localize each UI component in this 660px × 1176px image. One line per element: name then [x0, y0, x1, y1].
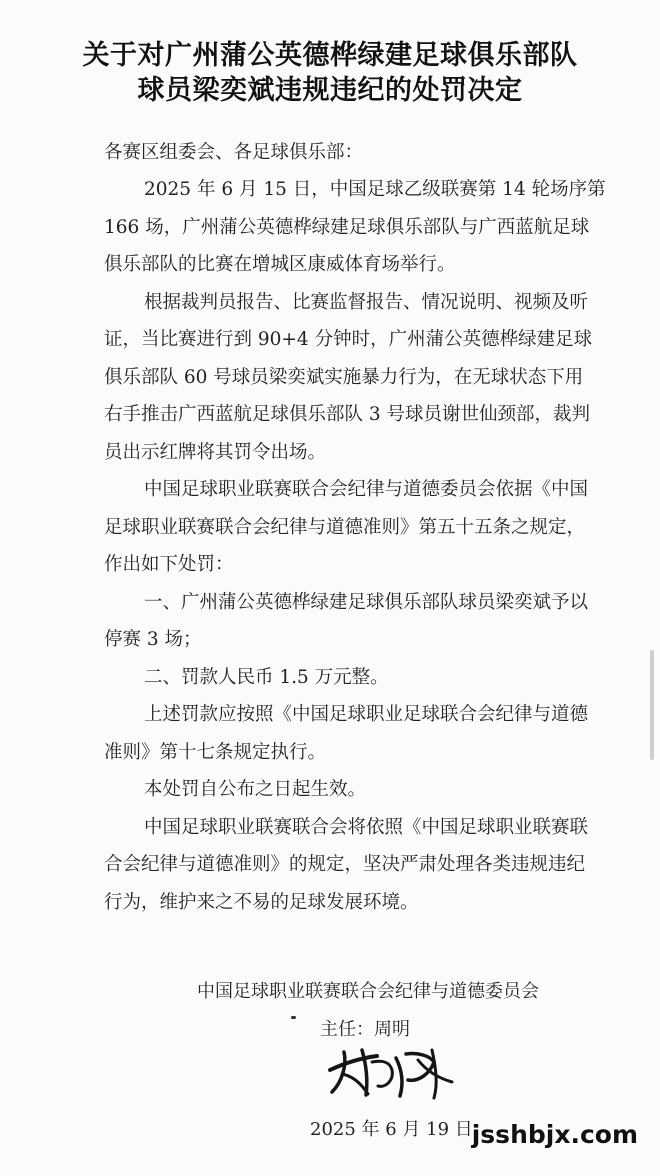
paragraph-2-line-1: 根据裁判员报告、比赛监督报告、情况说明、视频及听 [144, 292, 589, 313]
scrollbar[interactable] [650, 650, 654, 760]
paragraph-1-line-1: 2025 年 6 月 15 日，中国足球乙级联赛第 14 轮场序第 [144, 179, 606, 200]
issue-date: 2025 年 6 月 19 日 [310, 1119, 473, 1140]
penalty-2: 二、罚款人民币 1.5 万元整。 [144, 667, 389, 688]
director-line: 主任：周明 [320, 1019, 410, 1040]
handwritten-signature [322, 1040, 462, 1100]
paragraph-8-line-1: 中国足球职业联赛联合会将依照《中国足球职业联赛联 [144, 817, 589, 838]
effective-statement: 本处罚自公布之日起生效。 [144, 779, 367, 800]
document-title-line-1: 关于对广州蒲公英德桦绿建足球俱乐部队 [82, 40, 578, 71]
document-title-line-2: 球员梁奕斌违规违纪的处罚决定 [137, 75, 523, 106]
paragraph-6-line-1: 上述罚款应按照《中国足球职业足球联合会纪律与道德 [144, 704, 589, 725]
paragraph-1-line-3: 俱乐部队的比赛在增城区康威体育场举行。 [104, 254, 456, 275]
paragraph-8-line-2: 合会纪律与道德准则》的规定，坚决严肃处理各类违规违纪 [104, 854, 586, 875]
site-watermark: jsshbjx.com [471, 1120, 638, 1149]
paragraph-2-line-4: 右手推击广西蓝航足球俱乐部队 3 号球员谢世仙颈部，裁判 [104, 404, 591, 425]
ink-dot [291, 1016, 296, 1019]
paragraph-2-line-2: 证，当比赛进行到 90+4 分钟时，广州蒲公英德桦绿建足球 [104, 329, 593, 350]
paragraph-1-line-2: 166 场，广州蒲公英德桦绿建足球俱乐部队与广西蓝航足球 [104, 217, 590, 238]
committee-name: 中国足球职业联赛联合会纪律与道德委员会 [197, 981, 539, 1002]
paragraph-8-line-3: 行为，维护来之不易的足球发展环境。 [104, 892, 419, 913]
paragraph-6-line-2: 准则》第十七条规定执行。 [104, 742, 327, 763]
paragraph-2-line-3: 俱乐部队 60 号球员梁奕斌实施暴力行为，在无球状态下用 [104, 367, 584, 388]
paragraph-3-line-2: 足球职业联赛联合会纪律与道德准则》第五十五条之规定， [104, 517, 586, 538]
paragraph-3-line-3: 作出如下处罚： [104, 554, 234, 575]
penalty-1-line-1: 一、广州蒲公英德桦绿建足球俱乐部队球员梁奕斌予以 [144, 592, 589, 613]
paragraph-2-line-5: 员出示红牌将其罚令出场。 [104, 442, 327, 463]
salutation: 各赛区组委会、各足球俱乐部： [104, 142, 364, 163]
paragraph-3-line-1: 中国足球职业联赛联合会纪律与道德委员会依据《中国 [144, 479, 589, 500]
penalty-1-line-2: 停赛 3 场； [104, 629, 202, 650]
